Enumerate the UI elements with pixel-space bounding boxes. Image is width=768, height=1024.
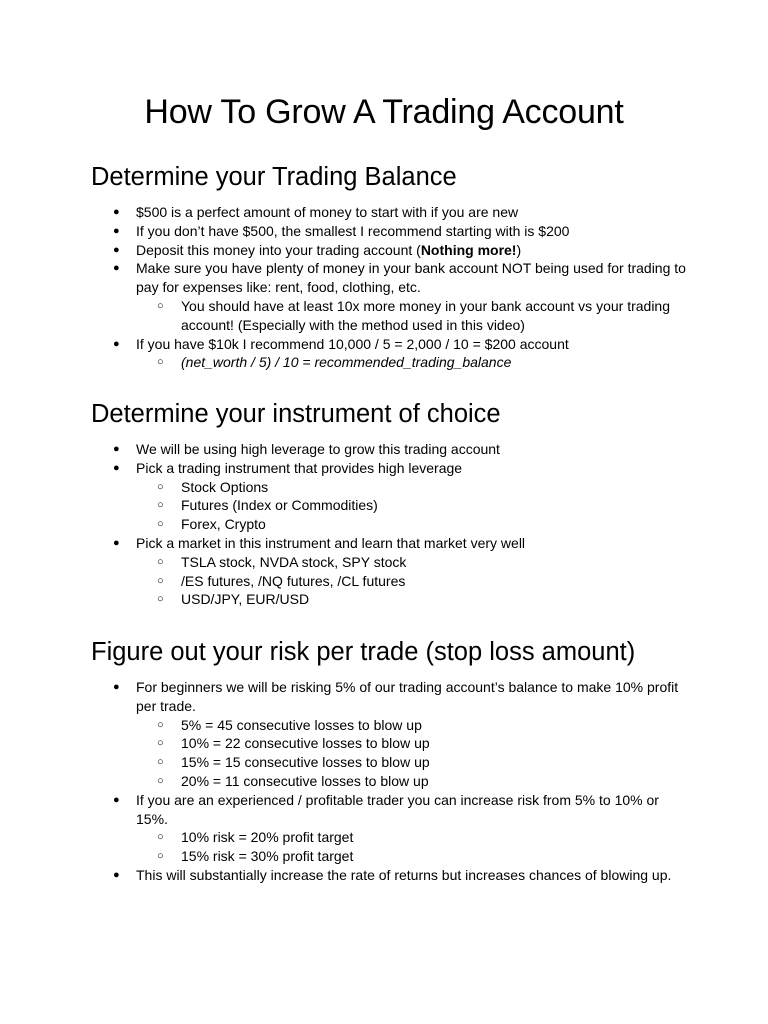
bullet-icon: ● <box>113 243 120 256</box>
sub-list-item <box>91 734 691 753</box>
hollow-bullet-icon: ○ <box>157 737 164 750</box>
sub-list-item-text: 10% = 22 consecutive losses to blow up <box>181 735 430 752</box>
risk-list <box>91 678 691 885</box>
sub-list-item-text: /ES futures, /NQ futures, /CL futures <box>181 572 406 589</box>
sub-list-item <box>91 828 691 847</box>
bullet-icon: ● <box>113 868 120 881</box>
list-item <box>91 678 691 716</box>
instrument-list <box>91 440 691 609</box>
sub-list-item <box>91 716 691 735</box>
bullet-icon: ● <box>113 461 120 474</box>
sub-list-item <box>91 753 691 772</box>
list-item <box>91 241 691 260</box>
sub-list-item-text: 15% = 15 consecutive losses to blow up <box>181 754 430 771</box>
hollow-bullet-icon: ○ <box>157 299 164 312</box>
hollow-bullet-icon: ○ <box>157 756 164 769</box>
list-item-text: Deposit this money into your trading account ( <box>136 241 421 258</box>
list-item <box>91 791 691 829</box>
list-item-text: We will be using high leverage to grow this trading account <box>136 441 500 457</box>
sub-list-item <box>91 772 691 791</box>
bullet-icon: ● <box>113 536 120 549</box>
sub-list-item-text: Futures (Index or Commodities) <box>181 497 378 514</box>
section-heading-trading-balance: Determine your Trading Balance <box>91 163 457 191</box>
sub-list-item <box>91 847 691 866</box>
list-item <box>91 534 691 553</box>
hollow-bullet-icon: ○ <box>157 356 164 369</box>
hollow-bullet-icon: ○ <box>157 593 164 606</box>
sub-list-item-text: 5% = 45 consecutive losses to blow up <box>181 716 422 733</box>
sub-list-item-text: Stock Options <box>181 478 269 495</box>
trading-balance-list <box>91 203 691 372</box>
sub-list-item-text: 20% = 11 consecutive losses to blow up <box>181 772 429 789</box>
list-item <box>91 222 691 241</box>
section-heading-risk-per-trade: Figure out your risk per trade (stop loss amount) <box>91 638 636 666</box>
list-item-text: If you have $10k I recommend 10,000 / 5 = 2,000 / 10 = $200 account <box>136 335 569 352</box>
sub-list-item-text: You should have at least 10x more money in your bank account vs your trading account! (Especially with the method used in this video) <box>181 297 670 333</box>
hollow-bullet-icon: ○ <box>157 831 164 844</box>
sub-list-item <box>91 496 691 515</box>
hollow-bullet-icon: ○ <box>157 555 164 568</box>
list-item <box>91 459 691 478</box>
bullet-icon: ● <box>113 443 120 455</box>
sub-list-item <box>91 572 691 591</box>
bullet-icon: ● <box>113 262 120 275</box>
hollow-bullet-icon: ○ <box>157 499 164 512</box>
list-item-text-end: ) <box>516 241 522 258</box>
hollow-bullet-icon: ○ <box>157 850 164 863</box>
list-item-text: If you are an experienced / profitable trader you can increase risk from 5% to 10% or 15%. <box>136 791 659 827</box>
list-item-text: Pick a trading instrument that provides high leverage <box>136 459 463 476</box>
sub-list-item <box>91 353 691 372</box>
list-item-text: This will substantially increase the rate of returns but increases chances of blowing up. <box>136 866 672 883</box>
bullet-icon: ● <box>113 681 120 693</box>
list-item-text: If you don’t have $500, the smallest I recommend starting with is $200 <box>136 222 570 239</box>
sub-list-item-text: TSLA stock, NVDA stock, SPY stock <box>181 553 407 570</box>
list-item <box>91 259 691 297</box>
hollow-bullet-icon: ○ <box>157 718 164 731</box>
sub-list-item-text: 15% risk = 30% profit target <box>181 848 354 865</box>
list-item-text: Make sure you have plenty of money in your bank account NOT being used for trading to pay for expenses like: rent, food, clothing, etc. <box>136 260 686 296</box>
emphasis-text: Nothing more! <box>420 241 517 258</box>
hollow-bullet-icon: ○ <box>157 574 164 587</box>
list-item-text: Pick a market in this instrument and learn that market very well <box>136 534 526 551</box>
sub-list-item-text: Forex, Crypto <box>181 516 266 533</box>
bullet-icon: ● <box>113 224 120 237</box>
sub-list-item <box>91 590 691 609</box>
sub-list-item-text: 10% risk = 20% profit target <box>181 829 354 846</box>
document-title: How To Grow A Trading Account <box>144 93 624 131</box>
hollow-bullet-icon: ○ <box>157 518 164 531</box>
sub-list-item <box>91 553 691 572</box>
bullet-icon: ● <box>113 206 120 218</box>
list-item <box>91 440 691 459</box>
list-item-text: $500 is a perfect amount of money to start with if you are new <box>136 204 519 220</box>
sub-list-item <box>91 515 691 534</box>
hollow-bullet-icon: ○ <box>157 774 164 787</box>
list-item <box>91 866 691 885</box>
formula-text: (net_worth / 5) / 10 = recommended_trading_balance <box>181 354 512 371</box>
list-item <box>91 335 691 354</box>
sub-list-item <box>91 297 691 335</box>
list-item-text: For beginners we will be risking 5% of our trading account’s balance to make 10% profit per trade. <box>136 679 679 714</box>
bullet-icon: ● <box>113 337 120 350</box>
sub-list-item <box>91 478 691 497</box>
hollow-bullet-icon: ○ <box>157 480 164 493</box>
section-heading-instrument: Determine your instrument of choice <box>91 400 501 428</box>
list-item <box>91 203 691 222</box>
bullet-icon: ● <box>113 793 120 806</box>
sub-list-item-text: USD/JPY, EUR/USD <box>181 591 310 608</box>
